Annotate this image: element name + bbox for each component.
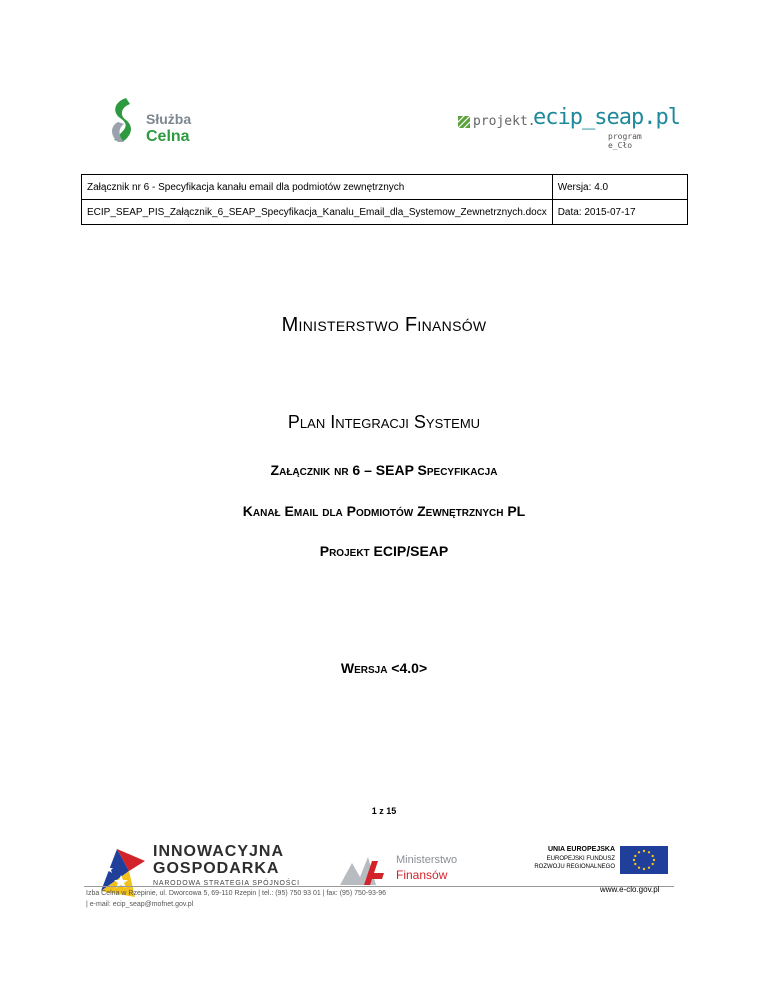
version-title: Wersja <4.0> <box>340 660 428 676</box>
sluzba-celna-emblem-icon <box>108 96 144 144</box>
filename-cell: ECIP_SEAP_PIS_Załącznik_6_SEAP_Specyfikacja_Kanalu_Email_dla_Systemow_Zewnetrznych.docx <box>82 200 553 225</box>
ecip-logo-main: ecip_seap.pl <box>533 105 680 130</box>
channel-title: Kanał Email dla Podmiotów Zewnętrznych PL <box>242 503 526 519</box>
ig-logo-line3: NARODOWA STRATEGIA SPÓJNOŚCI <box>153 880 300 887</box>
mf-logo-line1: Ministerstwo <box>396 854 458 866</box>
footer-website-link[interactable]: www.e-clo.gov.pl <box>600 885 660 894</box>
sluzba-logo-line2: Celna <box>146 128 190 145</box>
footer-address: Izba Celna w Rzepinie, ul. Dworcowa 5, 69-110 Rzepin | tel.: (95) 750 93 01 | fax: (95) 750-93-96 <box>86 890 387 897</box>
ig-logo-line1: INNOWACYJNA <box>153 843 285 860</box>
table-row <box>82 200 688 225</box>
mf-logo-line2: Finansów <box>396 868 448 882</box>
unia-europejska-logo <box>518 846 668 876</box>
ue-logo-line2: EUROPEJSKI FUNDUSZ <box>546 856 615 862</box>
annex-title-cell: Załącznik nr 6 - Specyfikacja kanału email dla podmiotów zewnętrznych <box>82 175 553 200</box>
page-number: 1 z 15 <box>371 806 397 816</box>
eu-flag-icon <box>620 846 668 874</box>
sluzba-celna-logo <box>108 96 218 152</box>
project-title: Projekt ECIP/SEAP <box>319 543 449 559</box>
ue-logo-line1: UNIA EUROPEJSKA <box>547 846 615 853</box>
document-header-table <box>81 174 688 225</box>
ue-logo-line3: ROZWOJU REGIONALNEGO <box>534 864 615 870</box>
ecip-seap-logo <box>458 105 680 152</box>
date-value: 2015-07-17 <box>584 206 636 218</box>
annex-title: Załącznik nr 6 – SEAP Specyfikacja <box>270 462 498 478</box>
date-label: Data: <box>557 206 582 218</box>
version-label: Wersja: <box>557 181 592 193</box>
version-value: 4.0 <box>594 181 609 193</box>
footer-email: | e-mail: ecip_seap@mofnet.gov.pl <box>86 901 194 908</box>
green-stripes-icon <box>458 116 470 128</box>
ecip-logo-sub: program e_Cło <box>608 132 642 150</box>
ig-logo-line2: GOSPODARKA <box>153 860 280 877</box>
mf-emblem-icon <box>338 851 392 891</box>
sluzba-logo-line1: Służba <box>146 111 192 127</box>
date-cell <box>552 200 687 225</box>
plan-title: Plan Integracji Systemu <box>287 412 481 432</box>
ministry-title: Ministerstwo Finansów <box>281 314 487 336</box>
footer-divider <box>84 886 674 887</box>
ecip-logo-prefix: projekt. <box>473 114 536 129</box>
table-row <box>82 175 688 200</box>
version-cell <box>552 175 687 200</box>
ministerstwo-finansow-logo <box>338 851 483 891</box>
